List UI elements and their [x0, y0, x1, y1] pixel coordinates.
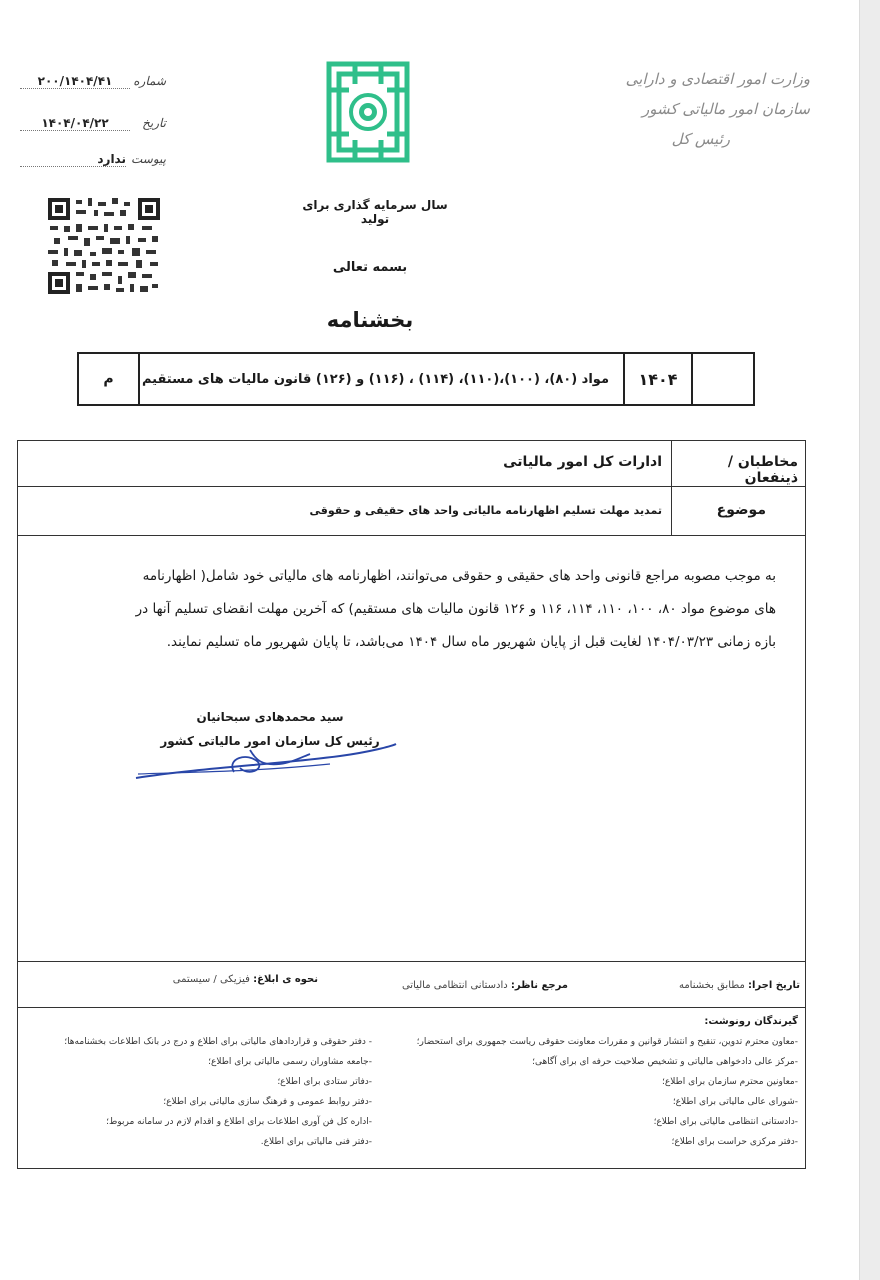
attachment-value: ندارد: [20, 152, 126, 167]
reference-blank-cell: [692, 353, 754, 405]
reference-subject: مواد (۸۰)، (۱۰۰)،(۱۱۰)، (۱۱۴) ، (۱۱۶) و (۱۲۶) قانون مالیات های مستقیم: [139, 353, 624, 405]
addressee-label: مخاطبان / ذینفعان: [727, 454, 798, 486]
page-edge-shadow: [859, 0, 880, 1280]
qr-code: [46, 196, 162, 296]
label-column-divider: [671, 440, 672, 536]
cc-right-item: -معاونین محترم سازمان برای اطلاع؛: [662, 1077, 798, 1087]
reference-bar: [77, 352, 755, 406]
supervisor-label: مرجع ناظر:: [510, 980, 568, 991]
signer-title: رئیس کل سازمان امور مالیاتی کشور: [160, 734, 380, 748]
qr-code-icon: [46, 196, 162, 296]
ministry-line-2: سازمان امور مالیاتی کشور: [642, 100, 810, 118]
cc-right-item: -دفتر مرکزی حراست برای اطلاع؛: [671, 1137, 798, 1147]
ministry-line-1: وزارت امور اقتصادی و دارایی: [625, 70, 810, 88]
divider-body-bottom: [17, 961, 806, 962]
ministry-line-3: رئیس کل: [671, 130, 730, 148]
notify-field: [150, 974, 318, 985]
subject-value: تمدید مهلت تسلیم اظهارنامه مالیاتی واحد های حقیقی و حقوقی: [309, 504, 662, 517]
cc-title: گیرندگان رونوشت:: [704, 1016, 798, 1027]
cc-right-item: -معاون محترم تدوین، تنقیح و انتشار قوانین و مقررات معاونت حقوقی ریاست جمهوری برای استحضار؛: [416, 1037, 798, 1047]
attachment-label: پیوست: [131, 152, 166, 166]
cc-left-item: -جامعه مشاوران رسمی مالیاتی برای اطلاع؛: [208, 1057, 372, 1067]
cc-left-item: -دفتر روابط عمومی و فرهنگ سازی مالیاتی برای اطلاع؛: [163, 1097, 372, 1107]
tax-organization-emblem: [325, 60, 411, 164]
cc-left-item: -دفاتر ستادی برای اطلاع؛: [277, 1077, 372, 1087]
supervisor-value: دادستانی انتظامی مالیاتی: [401, 980, 508, 991]
number-label: شماره: [133, 74, 166, 88]
signature-icon: [130, 728, 400, 788]
cc-left-item: -اداره کل فن آوری اطلاعات برای اطلاع و اقدام لازم در سامانه مربوط؛: [106, 1117, 372, 1127]
cc-left-item: -دفتر فنی مالیاتی برای اطلاع.: [260, 1137, 372, 1147]
subject-label: موضوع: [716, 502, 766, 518]
handwritten-signature: [130, 728, 400, 788]
cc-right-item: -مرکز عالی دادخواهی مالیاتی و تشخیص صلاحیت حرفه ای برای آگاهی؛: [532, 1057, 798, 1067]
cc-right-column: [400, 1032, 798, 1152]
signer-name: سید محمدهادی سبحانیان: [196, 710, 344, 724]
notify-value: فیزیکی / سیستمی: [172, 974, 250, 985]
number-value: ۲۰۰/۱۴۰۴/۴۱: [20, 74, 130, 89]
cc-left-column: [22, 1032, 372, 1152]
emblem-icon: [325, 60, 411, 164]
ministry-header: [610, 64, 810, 154]
notify-label: نحوه ی ابلاغ:: [253, 974, 318, 985]
divider-addressee: [17, 486, 806, 487]
cc-right-item: -شورای عالی مالیاتی برای اطلاع؛: [672, 1097, 798, 1107]
cc-left-item: - دفتر حقوقی و قراردادهای مالیاتی برای اطلاع و درج در بانک اطلاعات بخشنامه‌ها؛: [64, 1037, 372, 1047]
divider-footer: [17, 1007, 806, 1008]
body-line-2: های موضوع مواد ۸۰، ۱۰۰، ۱۱۰، ۱۱۴، ۱۱۶ و ۱۲۶ قانون مالیات های مستقیم) که آخرین مهلت انقضای تسلیم آنها در: [135, 601, 776, 617]
meta-number-row: [6, 74, 166, 92]
date-value: ۱۴۰۴/۰۴/۲۲: [20, 116, 130, 131]
divider-subject: [17, 535, 806, 536]
supervisor-field: [360, 980, 568, 991]
reference-year: ۱۴۰۴: [624, 353, 692, 405]
meta-date-row: [6, 116, 166, 134]
cc-right-item: -دادستانی انتظامی مالیاتی برای اطلاع؛: [653, 1117, 798, 1127]
body-line-1: به موجب مصوبه مراجع قانونی واحد های حقیقی و حقوقی می‌توانند، اظهارنامه های مالیاتی خود شامل( اظهارنامه: [142, 568, 776, 584]
addressee-value: ادارات کل امور مالیاتی: [503, 454, 662, 470]
document-title: بخشنامه: [326, 308, 414, 332]
year-slogan: سال سرمایه گذاری برای تولید: [302, 198, 448, 226]
exec-date-field: [600, 980, 800, 991]
exec-date-value: مطابق بخشنامه: [678, 980, 745, 991]
date-label: تاریخ: [142, 116, 166, 130]
meta-attachment-row: [6, 152, 166, 170]
circular-body: [24, 560, 776, 659]
bismillah: بسمه تعالی: [332, 260, 408, 275]
exec-date-label: تاریخ اجرا:: [748, 980, 800, 991]
body-line-3: بازه زمانی ۱۴۰۴/۰۳/۲۳ لغایت قبل از پایان شهریور ماه سال ۱۴۰۴ می‌باشد، تا پایان شهریور ماه تسلیم نمایند.: [166, 634, 776, 650]
reference-code: م: [78, 353, 139, 405]
